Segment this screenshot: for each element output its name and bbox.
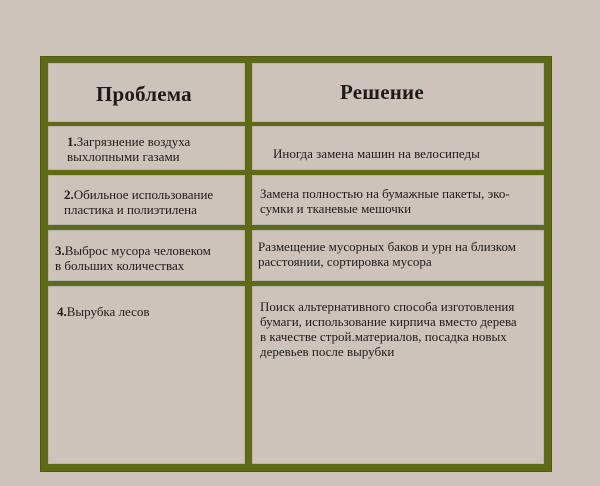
row-2-solution-text: Замена полностью на бумажные пакеты, эко- сумки и тканевые мешочки	[260, 186, 510, 216]
header-problem-cell	[48, 63, 245, 122]
row-1-solution-text: Иногда замена машин на велосипеды	[273, 146, 480, 161]
row-1-problem-cell	[48, 126, 245, 170]
row-3-solution-text: Размещение мусорных баков и урн на близком расстоянии, сортировка мусора	[258, 239, 516, 269]
row-2-solution-cell	[252, 175, 544, 225]
row-3-number: 3.	[55, 243, 65, 258]
row-4-problem-text: 4.Вырубка лесов	[57, 304, 150, 319]
row-3-problem-text: 3.Выброс мусора человеком в больших количествах	[55, 243, 211, 273]
header-solution-label: Решение	[340, 80, 424, 104]
row-1-number: 1.	[67, 134, 77, 149]
header-solution-cell	[252, 63, 544, 122]
row-2-number: 2.	[64, 187, 74, 202]
row-2-problem-text: 2.Обильное использование пластика и полиэтилена	[64, 187, 214, 217]
header-problem-label: Проблема	[96, 82, 192, 106]
row-3-solution-cell	[252, 230, 544, 281]
row-3-problem-cell	[48, 230, 245, 281]
row-1-solution-cell	[252, 126, 544, 170]
row-4-solution-text: Поиск альтернативного способа изготовления бумаги, использование кирпича вместо дерева в качестве строй.материалов, посадка новых деревьев после вырубки	[260, 299, 517, 359]
problem-solution-table	[40, 56, 552, 472]
row-4-solution-cell	[252, 286, 544, 464]
row-4-number: 4.	[57, 304, 67, 319]
row-4-problem-cell	[48, 286, 245, 464]
row-2-problem-cell	[48, 175, 245, 225]
row-1-problem-text: 1.Загрязнение воздуха выхлопными газами	[67, 134, 191, 164]
